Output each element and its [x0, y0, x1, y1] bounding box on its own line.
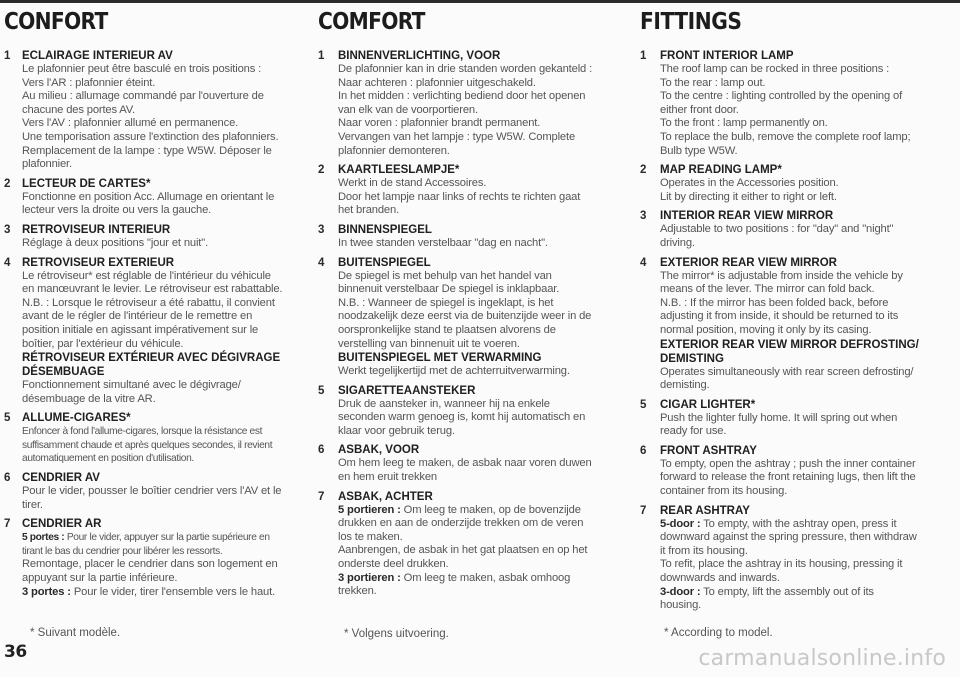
item-text-line: lecteur vers la droite ou vers la gauche.: [22, 204, 212, 217]
top-border: [0, 0, 960, 3]
item-text-line: [22, 545, 294, 559]
item-text-line: ready for use.: [660, 425, 727, 438]
item-title: ASBAK, VOOR: [338, 444, 420, 457]
item-number: 1: [4, 50, 11, 62]
item-text-line: The mirror* is adjustable from inside the vehicle by: [660, 269, 903, 282]
list-item: [318, 256, 608, 379]
item-text-line: forward to release the front retaining lugs, then lift the: [660, 471, 916, 484]
item-text-line: [338, 531, 608, 545]
item-number: 4: [318, 256, 325, 269]
list-item: [318, 443, 608, 484]
item-text-line: het branden.: [338, 204, 400, 217]
item-subtitle: DEMISTING: [660, 352, 724, 365]
item-text-line: boîtier, par l'extérieur du véhicule.: [22, 337, 184, 350]
item-number: 1: [318, 50, 325, 62]
item-text-line: en hem eruit trekken: [338, 471, 437, 484]
item-title: BINNENSPIEGEL: [338, 223, 432, 236]
item-text-line: Le rétroviseur* est réglable de l'intérieur du véhicule: [22, 269, 271, 282]
list-item: [640, 49, 930, 158]
item-text-line: Pour le vider, pousser le boîtier cendrier vers l'AV et le: [22, 485, 282, 498]
item-title: FRONT ASHTRAY: [660, 444, 757, 457]
list-item: [640, 504, 930, 613]
list-item: [318, 490, 608, 599]
item-text-line: [338, 572, 608, 586]
item-text-line: binnenuit verstelbaar De spiegel is inklapbaar.: [338, 283, 560, 296]
item-text-line: [660, 586, 930, 600]
item-text-line: Door het lampje naar links of rechts te richten gaat: [338, 190, 581, 203]
item-title: BUITENSPIEGEL: [338, 256, 431, 269]
item-text-line: N.B. : Wanneer de spiegel is ingeklapt, is het: [338, 296, 554, 309]
item-number: 1: [640, 50, 647, 62]
item-text-line: [338, 504, 608, 518]
list-item: [640, 209, 930, 250]
variant-label: 5 portes :: [22, 532, 65, 544]
column-dutch: [318, 8, 608, 638]
item-text-line: Vervangen van het lampje : type W5W. Complete: [338, 130, 576, 143]
item-text-line: [660, 545, 930, 559]
item-list: [318, 49, 608, 599]
item-number: 5: [640, 398, 647, 411]
item-number: 5: [4, 412, 11, 425]
variant-text: To refit, place the ashtray in its housing, pressing it: [660, 558, 903, 571]
list-item: [318, 163, 608, 218]
item-text-line: Réglage à deux positions "jour et nuit".: [22, 236, 209, 249]
variant-text: tirant le bas du cendrier pour libérer les ressorts.: [22, 545, 223, 557]
item-text-line: Operates in the Accessories position.: [660, 177, 839, 190]
item-text-line: noodzakelijk deze eerst via de buitenzijde weer in de: [338, 310, 592, 323]
item-text-line: adjusting it from inside, it should be returned to its: [660, 310, 899, 323]
column-english: [640, 8, 930, 638]
column-french: [4, 8, 294, 638]
list-item: [4, 49, 294, 172]
watermark: carmanualsonline.info: [698, 646, 946, 671]
item-text-line: désembuage de la vitre AR.: [22, 392, 156, 405]
item-text-line: Lit by directing it either to right or left.: [660, 190, 837, 203]
footnote: * According to model.: [664, 627, 773, 639]
item-text-line: Druk de aansteker in, wanneer hij na enkele: [338, 397, 550, 410]
variant-text: Pour le vider, tirer l'ensemble vers le haut.: [70, 585, 276, 598]
item-title: SIGARETTEAANSTEKER: [338, 384, 476, 397]
item-title: CENDRIER AV: [22, 472, 100, 485]
item-text-line: tirer.: [22, 498, 43, 511]
item-text-line: In het midden : verlichting bediend door het openen: [338, 90, 586, 103]
item-text-line: The roof lamp can be rocked in three positions :: [660, 63, 890, 75]
item-text-line: container from its housing.: [660, 485, 788, 498]
variant-text: trekken.: [338, 585, 377, 598]
item-title: ECLAIRAGE INTERIEUR AV: [22, 50, 173, 62]
item-title: ASBAK, ACHTER: [338, 490, 433, 503]
item-list: [640, 49, 930, 613]
item-text-line: chacune des portes AV.: [22, 103, 136, 116]
item-title: FRONT INTERIOR LAMP: [660, 50, 794, 62]
item-text-line: [22, 531, 294, 545]
item-number: 7: [640, 504, 647, 517]
item-text-line: [338, 517, 608, 531]
variant-text: housing.: [660, 599, 702, 612]
item-text-line: [660, 558, 930, 572]
item-subtitle: BUITENSPIEGEL MET VERWARMING: [338, 352, 542, 365]
item-number: 6: [4, 472, 11, 485]
list-item: [318, 49, 608, 158]
variant-text: drukken en aan de onderzijde trekken om de veren: [338, 517, 584, 530]
item-number: 3: [318, 223, 325, 236]
item-subtitle: EXTERIOR REAR VIEW MIRROR DEFROSTING/: [660, 338, 919, 351]
item-text-line: Werkt in de stand Accessoires.: [338, 177, 487, 190]
item-text-line: demisting.: [660, 379, 710, 392]
list-item: [4, 517, 294, 599]
item-text-line: plafonnier demonteren.: [338, 144, 450, 157]
variant-text: downwards and inwards.: [660, 572, 780, 585]
item-text-line: [338, 585, 608, 599]
page-number: 36: [4, 642, 27, 662]
variant-label: 3 portieren :: [338, 571, 401, 584]
item-text-line: To the front : lamp permanently on.: [660, 117, 828, 130]
variant-text: appuyant sur la partie inférieure.: [22, 572, 178, 585]
item-text-line: In twee standen verstelbaar "dag en nacht".: [338, 236, 548, 249]
list-item: [640, 444, 930, 499]
item-number: 7: [4, 518, 11, 531]
item-text-line: Enfoncer à fond l'allume-cigares, lorsque la résistance est: [22, 426, 263, 438]
item-text-line: To the centre : lighting controlled by the opening of: [660, 90, 903, 103]
variant-label: 5 portieren :: [338, 503, 401, 516]
list-item: [640, 398, 930, 439]
list-item: [640, 163, 930, 204]
item-text-line: suffisamment chaude et après quelques secondes, il revient: [22, 439, 273, 451]
item-text-line: seconden warm genoeg is, komt hij automatisch en: [338, 411, 586, 424]
variant-label: 5-door :: [660, 517, 701, 530]
item-text-line: Werkt tegelijkertijd met de achterruitverwarming.: [338, 365, 570, 378]
item-text-line: [660, 572, 930, 586]
item-title: RETROVISEUR EXTERIEUR: [22, 256, 175, 269]
variant-label: 3 portes :: [22, 585, 71, 598]
item-number: 2: [4, 177, 11, 190]
list-item: [4, 411, 294, 466]
list-item: [4, 177, 294, 218]
item-text-line: To replace the bulb, remove the complete roof lamp;: [660, 130, 911, 143]
list-item: [4, 256, 294, 407]
column-heading: COMFORT: [318, 9, 425, 35]
item-text-line: N.B. : If the mirror has been folded back, before: [660, 296, 889, 309]
item-text-line: means of the lever. The mirror can fold back.: [660, 283, 875, 296]
item-text-line: Operates simultaneously with rear screen defrosting/: [660, 365, 914, 378]
item-text-line: automatiquement en position d'utilisation.: [22, 453, 194, 465]
item-text-line: driving.: [660, 236, 695, 249]
item-text-line: De plafonnier kan in drie standen worden gekanteld :: [338, 63, 593, 75]
item-text-line: en manœuvrant le levier. Le rétroviseur est rabattable.: [22, 283, 283, 296]
item-text-line: Adjustable to two positions : for "day" and "night": [660, 223, 894, 236]
item-text-line: Une temporisation assure l'extinction des plafonniers.: [22, 130, 279, 143]
item-text-line: avant de le régler de l'intérieur de le remettre en: [22, 310, 253, 323]
item-text-line: [338, 558, 608, 572]
variant-text: Pour le vider, appuyer sur la partie supérieure en: [64, 532, 270, 544]
item-number: 4: [4, 256, 11, 269]
item-title: EXTERIOR REAR VIEW MIRROR: [660, 256, 837, 269]
list-item: [640, 256, 930, 393]
item-title: ALLUME-CIGARES*: [22, 412, 131, 425]
item-title: LECTEUR DE CARTES*: [22, 177, 151, 190]
item-text-line: position initiale en agissant impérativement sur le: [22, 323, 259, 336]
variant-text: downward against the spring pressure, then withdraw: [660, 531, 917, 544]
item-title: KAARTLEESLAMPJE*: [338, 164, 460, 177]
list-item: [318, 223, 608, 251]
footnote: * Volgens uitvoering.: [344, 628, 449, 640]
item-text-line: oorspronkelijke stand te plaatsen alvorens de: [338, 323, 556, 336]
list-item: [318, 384, 608, 439]
item-text-line: Remplacement de la lampe : type W5W. Déposer le: [22, 144, 272, 157]
item-text-line: either front door.: [660, 103, 739, 116]
item-text-line: [660, 518, 930, 532]
item-text-line: Om hem leeg te maken, de asbak naar voren duwen: [338, 457, 592, 470]
item-text-line: Push the lighter fully home. It will spring out when: [660, 411, 898, 424]
list-item: [4, 223, 294, 251]
item-text-line: To the rear : lamp out.: [660, 76, 766, 89]
item-text-line: Le plafonnier peut être basculé en trois positions :: [22, 63, 262, 75]
item-number: 2: [640, 164, 647, 177]
item-title: INTERIOR REAR VIEW MIRROR: [660, 210, 834, 223]
item-number: 7: [318, 490, 325, 503]
column-heading: FITTINGS: [640, 9, 742, 35]
variant-text: Remontage, placer le cendrier dans son logement en: [22, 558, 278, 571]
item-text-line: Fonctionne en position Acc. Allumage en orientant le: [22, 190, 275, 203]
item-number: 3: [4, 223, 11, 236]
variant-text: Om leeg te maken, op de bovenzijde: [400, 503, 581, 516]
item-text-line: Naar voren : plafonnier brandt permanent.: [338, 117, 541, 130]
list-item: [4, 471, 294, 512]
item-text-line: [22, 558, 294, 572]
item-text-line: Fonctionnement simultané avec le dégivrage/: [22, 379, 241, 392]
item-number: 6: [640, 444, 647, 457]
item-number: 2: [318, 164, 325, 177]
item-title: MAP READING LAMP*: [660, 164, 782, 177]
item-subtitle: DÉSEMBUAGE: [22, 366, 105, 379]
item-text-line: Vers l'AR : plafonnier éteint.: [22, 76, 156, 89]
item-text-line: [660, 531, 930, 545]
item-text-line: N.B. : Lorsque le rétroviseur a été rabattu, il convient: [22, 296, 275, 309]
item-text-line: [22, 586, 294, 600]
item-text-line: van elk van de voorportieren.: [338, 103, 478, 116]
column-heading: CONFORT: [4, 9, 108, 35]
item-text-line: Au milieu : allumage commandé par l'ouverture de: [22, 90, 264, 103]
item-text-line: Vers l'AV : plafonnier allumé en permanence.: [22, 117, 239, 130]
item-text-line: verstelling van binnenuit uit te voeren.: [338, 337, 520, 350]
item-text-line: klaar voor gebruik terug.: [338, 424, 455, 437]
footnote: * Suivant modèle.: [30, 627, 121, 639]
item-title: REAR ASHTRAY: [660, 504, 750, 517]
item-number: 5: [318, 384, 325, 397]
item-number: 3: [640, 210, 647, 223]
item-title: CENDRIER AR: [22, 518, 102, 531]
item-text-line: [660, 599, 930, 613]
item-text-line: [338, 544, 608, 558]
variant-text: Aanbrengen, de asbak in het gat plaatsen en op het: [338, 544, 588, 557]
variant-text: To empty, with the ashtray open, press it: [700, 517, 897, 530]
variant-text: Om leeg te maken, asbak omhoog: [400, 571, 571, 584]
item-number: 6: [318, 444, 325, 457]
item-text-line: [22, 572, 294, 586]
item-list: [4, 49, 294, 599]
item-text-line: normal position, moving it only by its casing.: [660, 323, 872, 336]
variant-label: 3-door :: [660, 585, 701, 598]
item-subtitle: RÉTROVISEUR EXTÉRIEUR AVEC DÉGIVRAGE: [22, 352, 281, 365]
item-text-line: Bulb type W5W.: [660, 144, 738, 157]
variant-text: it from its housing.: [660, 544, 748, 557]
item-text-line: De spiegel is met behulp van het handel van: [338, 269, 552, 282]
variant-text: onderste deel drukken.: [338, 558, 449, 571]
variant-text: los te maken.: [338, 530, 403, 543]
item-text-line: To empty, open the ashtray ; push the inner container: [660, 457, 916, 470]
item-title: RETROVISEUR INTERIEUR: [22, 223, 171, 236]
item-title: CIGAR LIGHTER*: [660, 398, 756, 411]
item-number: 4: [640, 256, 647, 269]
item-title: BINNENVERLICHTING, VOOR: [338, 50, 501, 62]
item-text-line: plafonnier.: [22, 158, 72, 171]
variant-text: To empty, lift the assembly out of its: [700, 585, 874, 598]
item-text-line: Naar achteren : plafonnier uitgeschakeld.: [338, 76, 536, 89]
